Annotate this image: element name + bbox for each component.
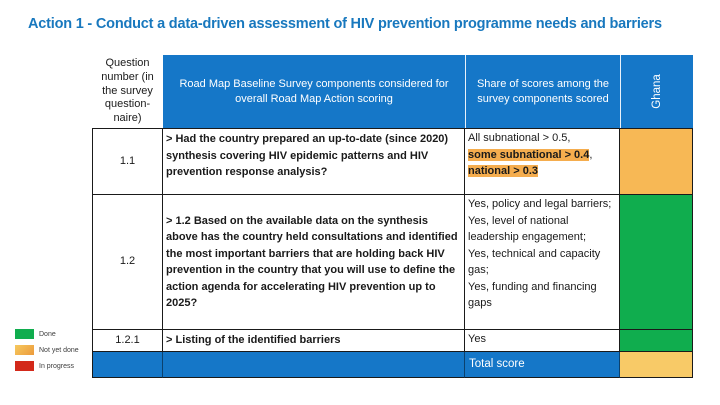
row-1-2-status-cell — [620, 195, 693, 330]
row-1-1-share — [465, 128, 620, 195]
total-score-label: Total score — [465, 352, 620, 378]
header-share: Share of scores among the survey components scored — [465, 55, 620, 128]
total-score-status-cell — [620, 352, 693, 378]
row-1-2-question: > 1.2 Based on the available data on the synthesis above has the country held consultations and identified the most important barriers that are holding back HIV prevention in the country that you will use to define the action agenda for accelerating HIV prevention up to 2025? — [163, 195, 465, 330]
legend-item-in-progress — [15, 361, 79, 371]
assessment-table — [92, 55, 693, 378]
row-1-1-status-cell — [620, 128, 693, 195]
share-highlight-b: national > 0.3 — [468, 165, 538, 177]
row-1-1-number: 1.1 — [92, 128, 163, 195]
legend-label: Done — [39, 330, 56, 338]
share-comma: , — [589, 148, 593, 161]
country-label: Ghana — [650, 74, 663, 109]
row-1-2-1-share: Yes — [465, 330, 620, 352]
total-row-spacer — [163, 352, 465, 378]
share-plain-text: All subnational > 0.5, — [468, 132, 571, 144]
row-1-2-share — [465, 195, 620, 330]
status-legend — [15, 329, 79, 371]
row-1-1-question: > Had the country prepared an up-to-date (since 2020) synthesis covering HIV epidemic patterns and HIV prevention response analysis? — [163, 128, 465, 195]
legend-item-done — [15, 329, 79, 339]
not-yet-done-color-swatch — [15, 345, 34, 355]
legend-item-not-yet-done — [15, 345, 79, 355]
row-1-2-1-number: 1.2.1 — [92, 330, 163, 352]
row-1-2-1-question: > Listing of the identified barriers — [163, 330, 465, 352]
row-1-2-number: 1.2 — [92, 195, 163, 330]
share-answer-line: Yes, technical and capacity gas; — [468, 247, 601, 276]
share-answer-line: Yes, level of national leadership engagement; — [468, 214, 587, 243]
share-highlight-a: some subnational > 0.4 — [468, 148, 590, 161]
header-question-number: Question number (in the survey question-naire) — [92, 55, 163, 128]
header-country — [620, 55, 693, 128]
legend-label: In progress — [39, 362, 75, 370]
share-answer-line: Yes, funding and financing gaps — [468, 280, 597, 309]
slide-title: Action 1 - Conduct a data-driven assessment of HIV prevention programme needs and barriers — [28, 16, 662, 32]
in-progress-color-swatch — [15, 361, 34, 371]
row-1-2-1-status-cell — [620, 330, 693, 352]
total-row-spacer — [92, 352, 163, 378]
share-answer-line: Yes, policy and legal barriers; — [468, 198, 612, 210]
done-color-swatch — [15, 329, 34, 339]
header-components: Road Map Baseline Survey components considered for overall Road Map Action scoring — [163, 55, 465, 128]
legend-label: Not yet done — [39, 346, 79, 354]
